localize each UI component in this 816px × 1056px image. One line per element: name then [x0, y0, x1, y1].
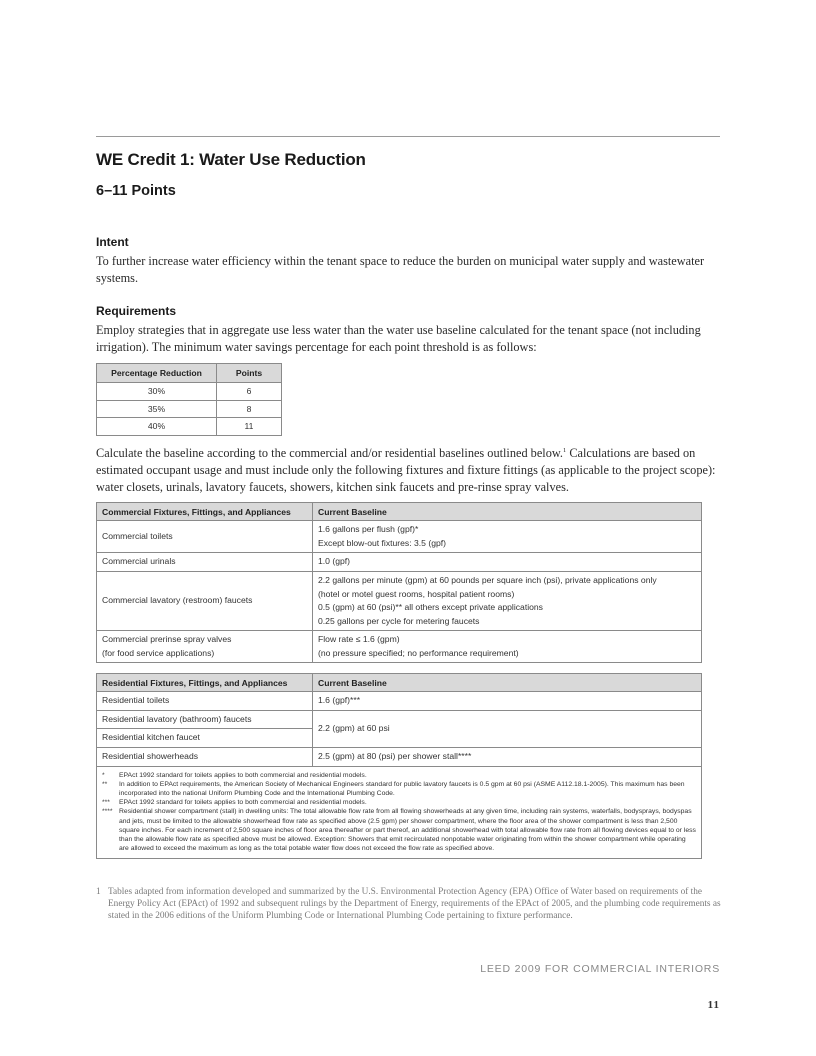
fixture-cell: Residential toilets — [97, 692, 313, 711]
table-row — [97, 400, 282, 418]
table-note — [102, 771, 696, 780]
baseline-cell — [313, 572, 702, 631]
fixture-cell: Residential kitchen faucet — [97, 729, 313, 748]
commercial-fixtures-table — [96, 502, 702, 663]
baseline-line: 1.6 gallons per flush (gpf)* — [318, 524, 419, 534]
table-note — [102, 798, 696, 807]
table-row — [97, 692, 702, 711]
commercial-table-header: Commercial Fixtures, Fittings, and Appliances — [97, 503, 313, 521]
fixture-cell — [97, 631, 313, 663]
note-marker: * — [102, 771, 105, 779]
baseline-line: 2.2 gallons per minute (gpm) at 60 pounds per square inch (psi), private applications only — [318, 575, 657, 585]
calculation-text-part: Calculations are based on estimated occupant usage and must include only the following fixtures and fixture fittings (as applicable to the project scope): water closets, urinals, lavatory faucets, showers, kitchen sink faucets and pre-rinse spray valves. — [96, 446, 716, 495]
table-row — [97, 553, 702, 572]
calculation-text-part: Calculate the baseline according to the commercial and/or residential baselines outlined below. — [96, 446, 563, 461]
fixture-cell — [97, 572, 313, 631]
note-marker: *** — [102, 799, 110, 807]
residential-fixtures-table — [96, 673, 702, 859]
page-number: 11 — [707, 999, 720, 1011]
table-note — [102, 780, 696, 798]
fixture-line: Commercial toilets — [102, 530, 173, 541]
table-cell: 11 — [217, 418, 282, 436]
residential-table-header: Current Baseline — [313, 674, 702, 692]
table-notes — [97, 766, 702, 859]
baseline-line: 1.0 (gpf) — [318, 556, 351, 567]
table-row — [97, 521, 702, 553]
fixture-line: Commercial lavatory (restroom) faucets — [102, 595, 253, 606]
page-footnote — [96, 886, 724, 922]
note-text: Residential shower compartment (stall) in dwelling units: The total allowable flow rate from all flowing showerheads at any given time, including rain systems, waterfalls, bodysprays, bodyspas and jets, must be limited to the allowable showerhead flow rate as specified above (2.5 gpm) per shower compartment, where the floor area of the shower compartment is less than 2,500 square inches. For each increment of 2,500 square inches of floor area thereafter or part thereof, an additional showerhead with total allowable flow rate from all flowing devices equal to or less than the allowable flow rate as specified above must be allowed. Exception: Showers that emit recirculated nonpotable water originating from within the shower compartment while operating are allowed to exceed the maximum as long as the total potable water flow does not exceed the flow rate as specified above. — [119, 808, 696, 853]
fixture-cell: Residential showerheads — [97, 747, 313, 766]
calculation-text — [96, 442, 724, 496]
table-cell: 35% — [97, 400, 217, 418]
baseline-line: Flow rate ≤ 1.6 (gpm) — [318, 634, 400, 644]
footnote-reference: 1 — [563, 447, 567, 454]
baseline-cell — [313, 631, 702, 663]
table-row — [97, 631, 702, 663]
table-row — [97, 418, 282, 436]
table-row — [97, 710, 702, 729]
intent-text: To further increase water efficiency within the tenant space to reduce the burden on municipal water supply and wastewater systems. — [96, 254, 705, 285]
points-table-header: Percentage Reduction — [97, 364, 217, 383]
baseline-cell: 2.2 (gpm) at 60 psi — [313, 710, 702, 747]
table-cell: 40% — [97, 418, 217, 436]
baseline-cell: 1.6 (gpf)*** — [313, 692, 702, 711]
table-note — [102, 807, 696, 853]
baseline-cell — [313, 521, 702, 553]
fixture-cell: Residential lavatory (bathroom) faucets — [97, 710, 313, 729]
note-marker: **** — [102, 808, 113, 816]
fixture-cell — [97, 521, 313, 553]
table-cell: 30% — [97, 383, 217, 401]
fixture-line: Commercial prerinse spray valves — [102, 634, 232, 644]
baseline-line: Except blow-out fixtures: 3.5 (gpf) — [318, 537, 447, 548]
fixture-cell — [97, 553, 313, 572]
table-row — [97, 747, 702, 766]
note-text: In addition to EPAct requirements, the American Society of Mechanical Engineers standard for public lavatory faucets is 0.5 gpm at 60 psi (ASME A112.18.1-2005). This maximum has been incorporated into the national Uniform Plumbing Code and the International Plumbing Code. — [119, 780, 685, 797]
fixture-line: (for food service applications) — [102, 647, 215, 658]
points-table-header: Points — [217, 364, 282, 383]
baseline-cell: 2.5 (gpm) at 80 (psi) per shower stall**** — [313, 747, 702, 766]
commercial-table-header: Current Baseline — [313, 503, 702, 521]
residential-table-header: Residential Fixtures, Fittings, and Appliances — [97, 674, 313, 692]
note-text: EPAct 1992 standard for toilets applies to both commercial and residential models. — [119, 799, 367, 807]
baseline-line: 0.25 gallons per cycle for metering faucets — [318, 615, 480, 626]
top-rule — [96, 136, 720, 137]
points-table — [96, 363, 282, 436]
note-marker: ** — [102, 780, 108, 788]
running-footer-title: LEED 2009 FOR COMMERCIAL INTERIORS — [480, 963, 720, 975]
baseline-line: (no pressure specified; no performance requirement) — [318, 647, 519, 658]
table-cell: 8 — [217, 400, 282, 418]
requirements-text: Employ strategies that in aggregate use less water than the water use baseline calculated for the tenant space (not including irrigation). The minimum water savings percentage for each point threshold is as follows: — [96, 323, 701, 354]
credit-title: WE Credit 1: Water Use Reduction — [96, 150, 366, 169]
table-cell: 6 — [217, 383, 282, 401]
baseline-cell — [313, 553, 702, 572]
note-text: EPAct 1992 standard for toilets applies to both commercial and residential models. — [119, 771, 367, 779]
notes-row — [97, 766, 702, 859]
table-row — [97, 572, 702, 631]
table-row — [97, 383, 282, 401]
points-subtitle: 6–11 Points — [96, 183, 176, 199]
baseline-line: (hotel or motel guest rooms, hospital patient rooms) — [318, 588, 515, 599]
fixture-line: Commercial urinals — [102, 556, 176, 567]
requirements-heading: Requirements — [96, 304, 177, 318]
intent-heading: Intent — [96, 235, 129, 249]
footnote-text: Tables adapted from information developed and summarized by the U.S. Environmental Protection Agency (EPA) Office of Water based on requirements of the Energy Policy Act (EPAct) of 1992 and subsequent rulings by the Department of Energy, requirements of the EPAct of 2005, and the plumbing code requirements as stated in the 2006 editions of the Uniform Plumbing Code or International Plumbing Code pertaining to fixture performance. — [108, 887, 721, 921]
footnote-number: 1 — [96, 887, 101, 897]
baseline-line: 0.5 (gpm) at 60 (psi)** all others except private applications — [318, 602, 543, 612]
